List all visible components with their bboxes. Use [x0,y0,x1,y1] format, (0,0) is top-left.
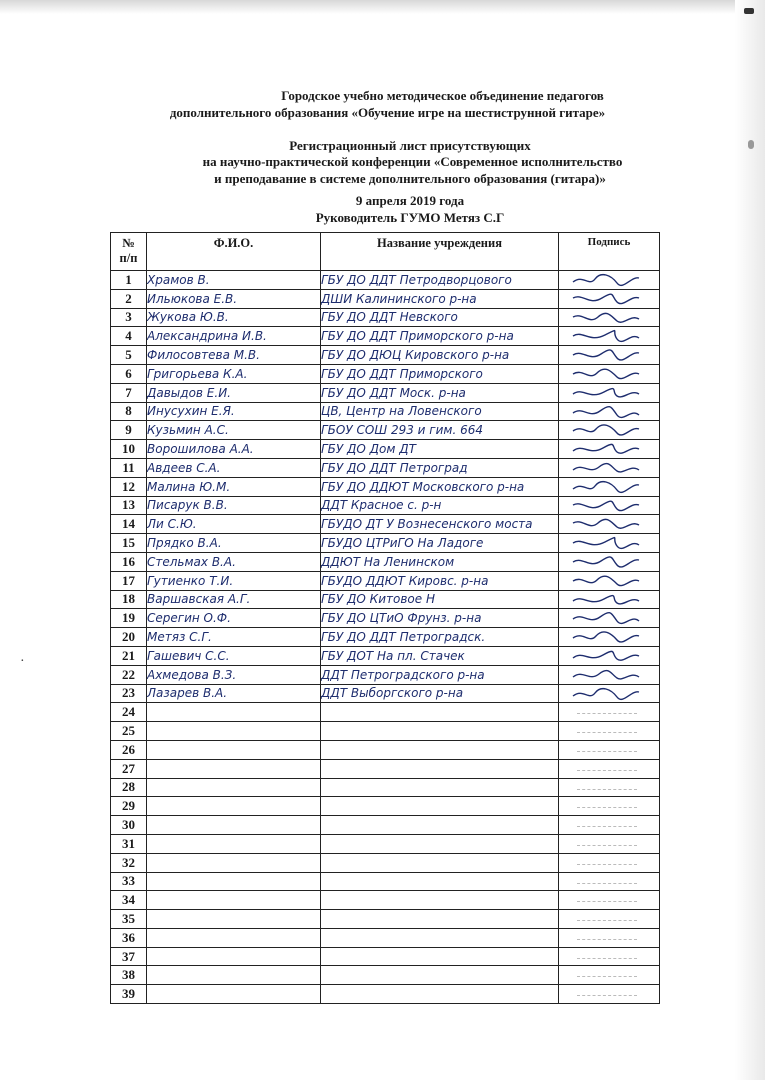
signature-placeholder [577,920,637,921]
signature-cell [559,496,660,515]
participant-name: Храмов В. [147,271,321,290]
participant-institution: ГБУ ДО Дом ДТ [321,440,559,459]
table-row [111,590,660,609]
participant-name: Инусухин Е.Я. [147,402,321,421]
participant-name: Гашевич С.С. [147,646,321,665]
table-row [111,515,660,534]
signature-cell [559,665,660,684]
signature-cell [559,703,660,722]
row-number: 22 [111,665,147,684]
table-row [111,947,660,966]
table-row [111,289,660,308]
participant-name [147,816,321,835]
participant-institution: ГБУДО ДТ У Вознесенского моста [321,515,559,534]
row-number: 15 [111,534,147,553]
table-row [111,308,660,327]
participant-name: Лазарев В.А. [147,684,321,703]
signature-cell [559,271,660,290]
participant-institution [321,759,559,778]
signature-placeholder [577,789,637,790]
participant-institution [321,834,559,853]
participant-name: Александрина И.В. [147,327,321,346]
handwritten-signature [571,536,641,550]
table-header-row [111,233,660,271]
signature-cell [559,609,660,628]
row-number: 3 [111,308,147,327]
row-number: 13 [111,496,147,515]
row-number: 9 [111,421,147,440]
participant-name: Серегин О.Ф. [147,609,321,628]
org-title-line-2: дополнительного образования «Обучение игре на шестиструнной гитаре» [169,105,606,120]
signature-cell [559,722,660,741]
participant-institution [321,872,559,891]
table-row [111,571,660,590]
registration-table [110,232,660,1004]
handwritten-signature [571,480,641,494]
row-number: 16 [111,552,147,571]
signature-cell [559,797,660,816]
participant-name [147,778,321,797]
row-number: 12 [111,477,147,496]
participant-name: Варшавская А.Г. [147,590,321,609]
signature-cell [559,571,660,590]
row-number: 23 [111,684,147,703]
participant-institution: ЦВ, Центр на Ловенского [321,402,559,421]
handwritten-signature [571,593,641,607]
signature-cell [559,646,660,665]
participant-institution: ДШИ Калининского р-на [321,289,559,308]
participant-institution: ГБУ ДО ДДТ Петродворцового [321,271,559,290]
row-number: 35 [111,910,147,929]
col-header-signature: Подпись [559,233,660,271]
participant-name [147,759,321,778]
participant-institution: ГБУ ДО ДДТ Петроградск. [321,628,559,647]
table-row [111,853,660,872]
row-number: 31 [111,834,147,853]
signature-cell [559,458,660,477]
row-number: 28 [111,778,147,797]
signature-placeholder [577,958,637,959]
row-number: 24 [111,703,147,722]
participant-institution: ГБУДО ЦТРиГО На Ладоге [321,534,559,553]
participant-institution [321,966,559,985]
register-title: Регистрационный лист присутствующих [289,138,531,153]
signature-placeholder [577,807,637,808]
leader-line: Руководитель ГУМО Метяз С.Г [315,210,505,225]
handwritten-signature [571,367,641,381]
participant-institution [321,947,559,966]
participant-name [147,872,321,891]
participant-name [147,891,321,910]
participant-institution [321,891,559,910]
conference-line-2: и преподавание в системе дополнительного образования (гитара)» [214,171,606,186]
participant-institution: ДДТ Выборгского р-на [321,684,559,703]
participant-institution [321,722,559,741]
row-number: 1 [111,271,147,290]
participant-name [147,985,321,1004]
table-row [111,910,660,929]
table-row [111,665,660,684]
table-row [111,440,660,459]
participant-name: Филосовтева М.В. [147,346,321,365]
signature-cell [559,440,660,459]
row-number: 11 [111,458,147,477]
handwritten-signature [571,499,641,513]
table-row [111,816,660,835]
handwritten-signature [571,311,641,325]
table-row [111,346,660,365]
participant-institution: ДДТ Красное с. р-н [321,496,559,515]
signature-cell [559,289,660,308]
signature-placeholder [577,751,637,752]
handwritten-signature [571,668,641,682]
row-number: 20 [111,628,147,647]
participant-name [147,797,321,816]
table-row [111,552,660,571]
participant-institution: ГБУ ДО ДДТ Приморского [321,364,559,383]
handwritten-signature [571,348,641,362]
row-number: 21 [111,646,147,665]
row-number: 6 [111,364,147,383]
handwritten-signature [571,687,641,701]
row-number: 36 [111,928,147,947]
row-number: 29 [111,797,147,816]
table-row [111,872,660,891]
table-row [111,383,660,402]
scan-edge-top [0,0,765,14]
table-row [111,402,660,421]
table-row [111,458,660,477]
participant-institution [321,703,559,722]
row-number: 7 [111,383,147,402]
participant-institution: ГБОУ СОШ 293 и гим. 664 [321,421,559,440]
col-header-name: Ф.И.О. [147,233,321,271]
scan-mark [744,8,754,14]
signature-placeholder [577,713,637,714]
signature-cell [559,834,660,853]
handwritten-signature [571,329,641,343]
row-number: 27 [111,759,147,778]
table-row [111,834,660,853]
table-row [111,609,660,628]
org-title-line-1: Городское учебно методическое объединение педагогов [281,88,604,103]
table-row [111,646,660,665]
col-header-number-abbr: п/п [119,251,138,265]
participant-institution: ГБУ ДО ЦТиО Фрунз. р-на [321,609,559,628]
table-row [111,534,660,553]
handwritten-signature [571,423,641,437]
signature-placeholder [577,939,637,940]
signature-cell [559,327,660,346]
row-number: 10 [111,440,147,459]
participant-institution: ГБУ ДО ДДТ Приморского р-на [321,327,559,346]
row-number: 25 [111,722,147,741]
row-number: 2 [111,289,147,308]
table-row [111,778,660,797]
signature-cell [559,816,660,835]
table-row [111,271,660,290]
handwritten-signature [571,292,641,306]
signature-placeholder [577,845,637,846]
signature-cell [559,778,660,797]
handwritten-signature [571,555,641,569]
signature-placeholder [577,976,637,977]
table-row [111,703,660,722]
row-number: 17 [111,571,147,590]
signature-placeholder [577,770,637,771]
signature-cell [559,402,660,421]
signature-placeholder [577,883,637,884]
handwritten-signature [571,405,641,419]
table-row [111,797,660,816]
col-header-number [111,233,147,271]
handwritten-signature [571,442,641,456]
signature-cell [559,872,660,891]
event-date: 9 апреля 2019 года [355,193,465,208]
handwritten-signature [571,517,641,531]
participant-name: Ахмедова В.З. [147,665,321,684]
row-number: 5 [111,346,147,365]
table-row [111,421,660,440]
table-row [111,985,660,1004]
handwritten-signature [571,611,641,625]
participant-name [147,966,321,985]
signature-placeholder [577,826,637,827]
signature-cell [559,590,660,609]
signature-cell [559,740,660,759]
participant-institution: ГБУ ДО ДДТ Петроград [321,458,559,477]
signature-cell [559,628,660,647]
table-row [111,496,660,515]
signature-cell [559,552,660,571]
signature-placeholder [577,995,637,996]
row-number: 19 [111,609,147,628]
participant-name [147,853,321,872]
participant-institution: ГБУ ДО ДДЮТ Московского р-на [321,477,559,496]
signature-cell [559,910,660,929]
row-number: 37 [111,947,147,966]
participant-name: Давыдов Е.И. [147,383,321,402]
participant-institution [321,910,559,929]
participant-name [147,910,321,929]
participant-name: Ильюкова Е.В. [147,289,321,308]
participant-name: Ворошилова А.А. [147,440,321,459]
participant-name: Григорьева К.А. [147,364,321,383]
signature-cell [559,421,660,440]
signature-cell [559,966,660,985]
row-number: 14 [111,515,147,534]
participant-institution [321,928,559,947]
col-header-institution: Название учреждения [321,233,559,271]
signature-cell [559,759,660,778]
signature-cell [559,947,660,966]
signature-cell [559,891,660,910]
row-number: 32 [111,853,147,872]
participant-institution: ДДТ Петроградского р-на [321,665,559,684]
stray-mark: · [20,654,25,669]
signature-placeholder [577,864,637,865]
table-row [111,628,660,647]
row-number: 39 [111,985,147,1004]
row-number: 30 [111,816,147,835]
participant-institution: ГБУ ДО ДДТ Невского [321,308,559,327]
row-number: 38 [111,966,147,985]
signature-cell [559,346,660,365]
participant-institution: ГБУ ДО ДЮЦ Кировского р-на [321,346,559,365]
signature-cell [559,308,660,327]
participant-name: Кузьмин А.С. [147,421,321,440]
participant-name [147,740,321,759]
signature-cell [559,364,660,383]
participant-institution [321,985,559,1004]
participant-name [147,928,321,947]
participant-name: Жукова Ю.В. [147,308,321,327]
table-row [111,891,660,910]
participant-name: Прядко В.А. [147,534,321,553]
participant-institution: ДДЮТ На Ленинском [321,552,559,571]
participant-name [147,722,321,741]
table-row [111,722,660,741]
row-number: 4 [111,327,147,346]
participant-name [147,947,321,966]
signature-cell [559,534,660,553]
participant-name: Малина Ю.М. [147,477,321,496]
signature-cell [559,853,660,872]
signature-cell [559,684,660,703]
row-number: 33 [111,872,147,891]
signature-cell [559,477,660,496]
handwritten-signature [571,273,641,287]
participant-institution: ГБУ ДОТ На пл. Стачек [321,646,559,665]
col-header-number-sign: № [122,236,135,250]
conference-line-1: на научно-практической конференции «Современное исполнительство [202,154,623,169]
participant-institution [321,816,559,835]
participant-name [147,834,321,853]
handwritten-signature [571,649,641,663]
signature-placeholder [577,901,637,902]
handwritten-signature [571,574,641,588]
participant-name: Гутиенко Т.И. [147,571,321,590]
participant-institution: ГБУДО ДДЮТ Кировс. р-на [321,571,559,590]
participant-name: Писарук В.В. [147,496,321,515]
table-row [111,684,660,703]
row-number: 34 [111,891,147,910]
signature-placeholder [577,732,637,733]
table-row [111,759,660,778]
signature-cell [559,985,660,1004]
participant-institution [321,853,559,872]
table-row [111,740,660,759]
table-row [111,477,660,496]
signature-cell [559,383,660,402]
participant-institution [321,778,559,797]
handwritten-signature [571,630,641,644]
table-row [111,966,660,985]
table-row [111,364,660,383]
participant-institution: ГБУ ДО Китовое Н [321,590,559,609]
signature-cell [559,515,660,534]
participant-name: Стельмах В.А. [147,552,321,571]
participant-institution [321,740,559,759]
row-number: 18 [111,590,147,609]
table-row [111,928,660,947]
row-number: 26 [111,740,147,759]
table-row [111,327,660,346]
participant-name: Ли С.Ю. [147,515,321,534]
participant-institution [321,797,559,816]
handwritten-signature [571,461,641,475]
participant-name: Авдеев С.А. [147,458,321,477]
handwritten-signature [571,386,641,400]
participant-institution: ГБУ ДО ДДТ Моск. р-на [321,383,559,402]
signature-cell [559,928,660,947]
participant-name [147,703,321,722]
participant-name: Метяз С.Г. [147,628,321,647]
row-number: 8 [111,402,147,421]
